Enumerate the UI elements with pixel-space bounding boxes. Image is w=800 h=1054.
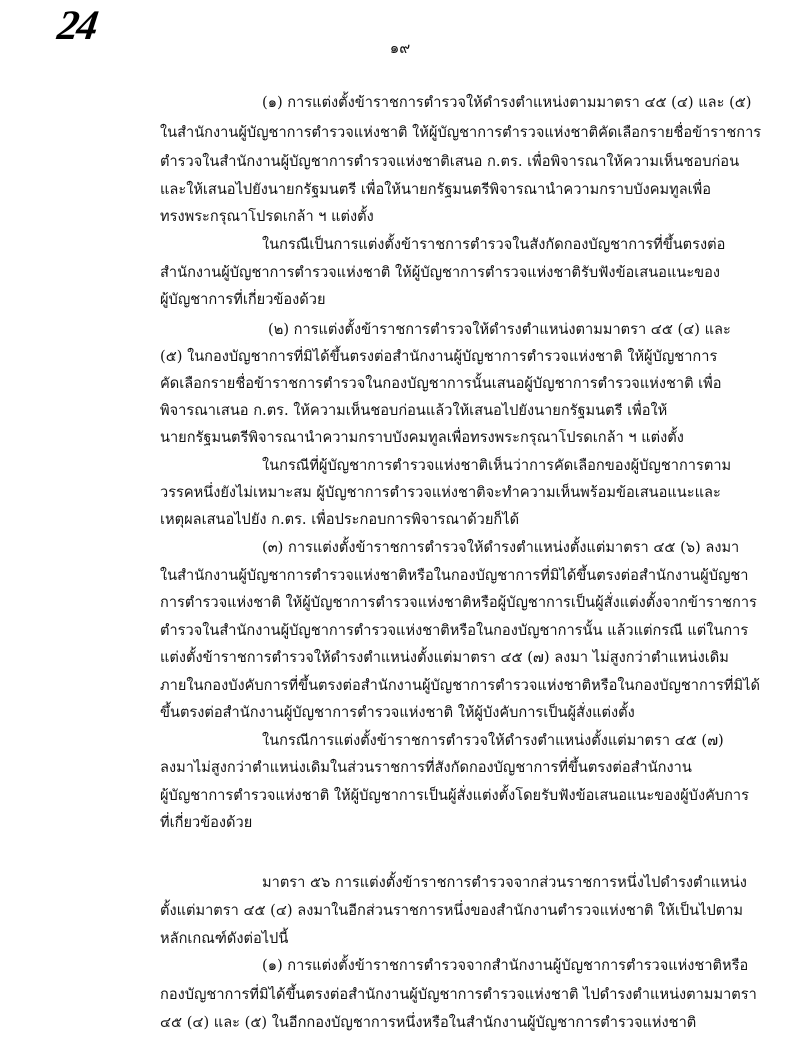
text-line: ทรงพระกรุณาโปรดเกล้า ฯ แต่งตั้ง (160, 208, 374, 225)
text-line: ในกรณีที่ผู้บัญชาการตำรวจแห่งชาติเห็นว่าการคัดเลือกของผู้บัญชาการตาม (262, 457, 732, 474)
text-line: และให้เสนอไปยังนายกรัฐมนตรี เพื่อให้นายกรัฐมนตรีพิจารณานำความกราบบังคมทูลเพื่อ (160, 181, 712, 198)
handwritten-page-mark: 24 (54, 3, 100, 49)
text-line: (๒) การแต่งตั้งข้าราชการตำรวจให้ดำรงตำแหน่งตามมาตรา ๔๕ (๔) และ (268, 321, 731, 338)
text-line: สำนักงานผู้บัญชาการตำรวจแห่งชาติ ให้ผู้บัญชาการตำรวจแห่งชาติรับฟังข้อเสนอแนะของ (160, 264, 721, 281)
text-line: ในกรณีเป็นการแต่งตั้งข้าราชการตำรวจในสังกัดกองบัญชาการที่ขึ้นตรงต่อ (262, 236, 726, 253)
page-number: ๑๙ (389, 39, 411, 57)
text-line: (๓) การแต่งตั้งข้าราชการตำรวจให้ดำรงตำแหน่งตั้งแต่มาตรา ๔๕ (๖) ลงมา (262, 539, 740, 556)
text-line: ในกรณีการแต่งตั้งข้าราชการตำรวจให้ดำรงตำแหน่งตั้งแต่มาตรา ๔๕ (๗) (262, 732, 724, 749)
text-line: ขึ้นตรงต่อสำนักงานผู้บัญชาการตำรวจแห่งชาติ ให้ผู้บังคับการเป็นผู้สั่งแต่งตั้ง (160, 704, 635, 721)
text-line: ๔๕ (๔) และ (๕) ในอีกกองบัญชาการหนึ่งหรือในสำนักงานผู้บัญชาการตำรวจแห่งชาติ (160, 1014, 697, 1031)
text-line: กองบัญชาการที่มิได้ขึ้นตรงต่อสำนักงานผู้บัญชาการตำรวจแห่งชาติ ไปดำรงตำแหน่งตามมาตรา (160, 986, 757, 1003)
text-line: ผู้บัญชาการที่เกี่ยวข้องด้วย (160, 291, 326, 308)
text-line: การตำรวจแห่งชาติ ให้ผู้บัญชาการตำรวจแห่งชาติหรือผู้บัญชาการเป็นผู้สั่งแต่งตั้งจากข้าราชการ (160, 594, 757, 611)
text-line: พิจารณาเสนอ ก.ตร. ให้ความเห็นชอบก่อนแล้วให้เสนอไปยังนายกรัฐมนตรี เพื่อให้ (160, 402, 668, 419)
text-line: ตั้งแต่มาตรา ๔๕ (๔) ลงมาในอีกส่วนราชการหนึ่งของสำนักงานตำรวจแห่งชาติ ให้เป็นไปตาม (160, 902, 744, 919)
text-line: ในสำนักงานผู้บัญชาการตำรวจแห่งชาติ ให้ผู้บัญชาการตำรวจแห่งชาติคัดเลือกรายชื่อข้าราชการ (160, 124, 762, 141)
text-line: วรรคหนึ่งยังไม่เหมาะสม ผู้บัญชาการตำรวจแห่งชาติจะทำความเห็นพร้อมข้อเสนอแนะและ (160, 484, 721, 501)
text-line: (๑) การแต่งตั้งข้าราชการตำรวจจากสำนักงานผู้บัญชาการตำรวจแห่งชาติหรือ (262, 957, 749, 974)
text-line: มาตรา ๕๖ การแต่งตั้งข้าราชการตำรวจจากส่วนราชการหนึ่งไปดำรงตำแหน่ง (262, 874, 747, 891)
text-line: เหตุผลเสนอไปยัง ก.ตร. เพื่อประกอบการพิจารณาด้วยก็ได้ (160, 511, 520, 528)
text-line: แต่งตั้งข้าราชการตำรวจให้ดำรงตำแหน่งตั้งแต่มาตรา ๔๕ (๗) ลงมา ไม่สูงกว่าตำแหน่งเดิม (160, 649, 729, 666)
text-line: ที่เกี่ยวข้องด้วย (160, 814, 253, 831)
text-line: ผู้บัญชาการตำรวจแห่งชาติ ให้ผู้บัญชาการเป็นผู้สั่งแต่งตั้งโดยรับฟังข้อเสนอแนะของผู้บังคับการ (160, 787, 749, 804)
text-line: ลงมาไม่สูงกว่าตำแหน่งเดิมในส่วนราชการที่สังกัดกองบัญชาการที่ขึ้นตรงต่อสำนักงาน (160, 759, 692, 776)
text-line: (๑) การแต่งตั้งข้าราชการตำรวจให้ดำรงตำแหน่งตามมาตรา ๔๕ (๔) และ (๕) (262, 94, 752, 111)
text-line: นายกรัฐมนตรีพิจารณานำความกราบบังคมทูลเพื่อทรงพระกรุณาโปรดเกล้า ฯ แต่งตั้ง (160, 429, 684, 446)
text-line: คัดเลือกรายชื่อข้าราชการตำรวจในกองบัญชาการนั้นเสนอผู้บัญชาการตำรวจแห่งชาติ เพื่อ (160, 375, 722, 392)
text-line: หลักเกณฑ์ดังต่อไปนี้ (160, 930, 289, 947)
text-line: (๕) ในกองบัญชาการที่มิได้ขึ้นตรงต่อสำนักงานผู้บัญชาการตำรวจแห่งชาติ ให้ผู้บัญชาการ (160, 348, 718, 365)
text-line: ภายในกองบังคับการที่ขึ้นตรงต่อสำนักงานผู้บัญชาการตำรวจแห่งชาติหรือในกองบัญชาการที่มิได้ (160, 677, 760, 694)
text-line: ตำรวจในสำนักงานผู้บัญชาการตำรวจแห่งชาติหรือในกองบัญชาการนั้น แล้วแต่กรณี แต่ในการ (160, 622, 749, 639)
text-line: ตำรวจในสำนักงานผู้บัญชาการตำรวจแห่งชาติเสนอ ก.ตร. เพื่อพิจารณาให้ความเห็นชอบก่อน (160, 153, 740, 170)
text-line: ในสำนักงานผู้บัญชาการตำรวจแห่งชาติหรือในกองบัญชาการที่มิได้ขึ้นตรงต่อสำนักงานผู้บัญชา (160, 567, 749, 584)
